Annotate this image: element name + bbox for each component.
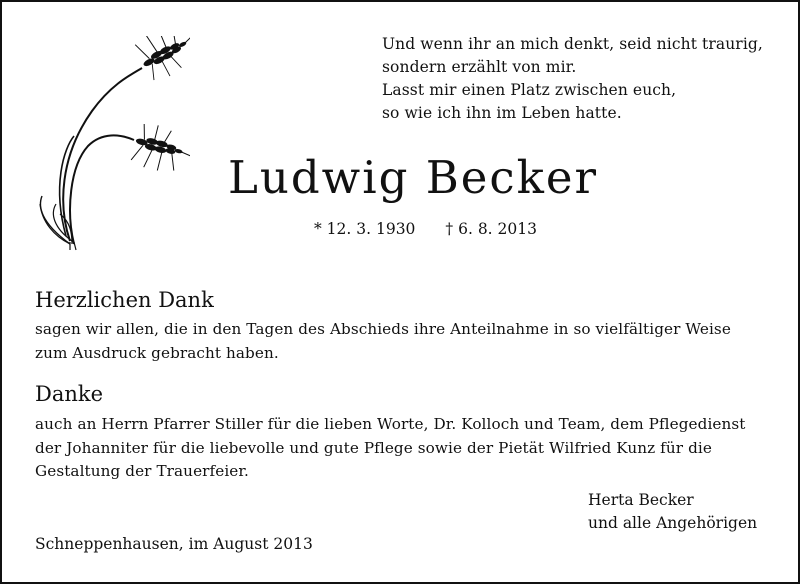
section-text-danke xyxy=(35,413,775,484)
section-heading-thanks: Herzlichen Dank xyxy=(35,288,214,312)
poem-line: Und wenn ihr an mich denkt, seid nicht traurig, xyxy=(382,35,763,53)
deceased-name: Ludwig Becker xyxy=(228,151,599,204)
text-line: der Johanniter für die liebevolle und gute Pflege sowie der Pietät Wilfried Kunz für die xyxy=(35,438,712,457)
signature-line: Herta Becker xyxy=(588,491,694,509)
life-dates xyxy=(314,218,537,240)
signature xyxy=(588,489,757,535)
death-date: † 6. 8. 2013 xyxy=(445,220,537,238)
poem-line: so wie ich ihn im Leben hatte. xyxy=(382,104,622,122)
section-text-thanks xyxy=(35,318,775,365)
text-line: Gestaltung der Trauerfeier. xyxy=(35,462,249,480)
poem xyxy=(382,33,763,125)
birth-date: * 12. 3. 1930 xyxy=(314,220,416,238)
place-and-date: Schneppenhausen, im August 2013 xyxy=(35,535,313,553)
section-heading-danke: Danke xyxy=(35,382,104,406)
text-line: auch an Herrn Pfarrer Stiller für die lieben Worte, Dr. Kolloch und Team, dem Pflegedienst xyxy=(35,415,746,433)
poem-line: Lasst mir einen Platz zwischen euch, xyxy=(382,81,677,99)
text-line: zum Ausdruck gebracht haben. xyxy=(35,343,279,362)
poem-line: sondern erzählt von mir. xyxy=(382,58,577,76)
wheat-ears-icon xyxy=(30,36,190,252)
signature-line: und alle Angehörigen xyxy=(588,514,758,532)
text-line: sagen wir allen, die in den Tagen des Abschieds ihre Anteilnahme in so vielfältiger Weise xyxy=(35,320,731,338)
